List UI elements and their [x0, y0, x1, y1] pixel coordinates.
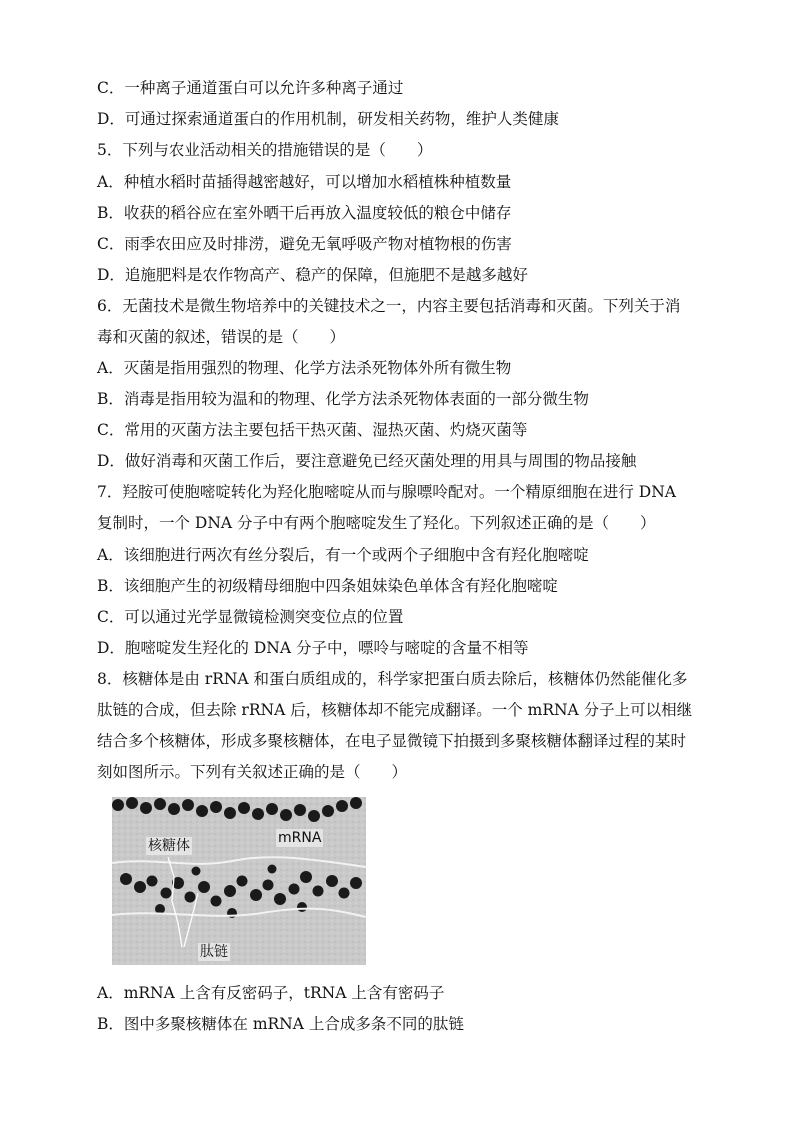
question-7-stem-cont: 复制时，一个 DNA 分子中有两个胞嘧啶发生了羟化。下列叙述正确的是（ ） — [97, 514, 656, 532]
question-5-stem: 5．下列与农业活动相关的措施错误的是（ ） — [97, 141, 433, 159]
option-d: D．胞嘧啶发生羟化的 DNA 分子中，嘌呤与嘧啶的含量不相等 — [97, 639, 529, 657]
option-a: A．种植水稻时苗插得越密越好，可以增加水稻植株种植数量 — [97, 173, 512, 191]
question-7-stem: 7．羟胺可使胞嘧啶转化为羟化胞嘧啶从而与腺嘌呤配对。一个精原细胞在进行 DNA — [97, 483, 676, 501]
polyribosome-micrograph — [112, 797, 366, 965]
question-8-stem: 8．核糖体是由 rRNA 和蛋白质组成的，科学家把蛋白质去除后，核糖体仍然能催化多 — [97, 670, 688, 688]
option-a: A．mRNA 上含有反密码子，tRNA 上含有密码子 — [97, 984, 445, 1002]
micrograph-image — [112, 797, 366, 965]
option-b: B．收获的稻谷应在室外晒干后再放入温度较低的粮仓中储存 — [97, 204, 512, 222]
option-c: C．可以通过光学显微镜检测突变位点的位置 — [97, 608, 404, 626]
label-mrna: mRNA — [278, 830, 322, 846]
question-6-stem-cont: 毒和灭菌的叙述，错误的是（ ） — [97, 328, 346, 346]
question-6-stem: 6．无菌技术是微生物培养中的关键技术之一，内容主要包括消毒和灭菌。下列关于消 — [97, 297, 681, 315]
question-8-stem-cont: 肽链的合成，但去除 rRNA 后，核糖体却不能完成翻译。一个 mRNA 分子上可以相继 — [97, 701, 693, 719]
option-b: B．该细胞产生的初级精母细胞中四条姐妹染色单体含有羟化胞嘧啶 — [97, 577, 558, 595]
label-ribosome: 核糖体 — [148, 838, 190, 854]
option-c: C．雨季农田应及时排涝，避免无氧呼吸产物对植物根的伤害 — [97, 235, 512, 253]
option-a: A．该细胞进行两次有丝分裂后，有一个或两个子细胞中含有羟化胞嘧啶 — [97, 546, 589, 564]
question-8-stem-cont: 结合多个核糖体，形成多聚核糖体，在电子显微镜下拍摄到多聚核糖体翻译过程的某时 — [97, 732, 687, 750]
option-b: B．消毒是指用较为温和的物理、化学方法杀死物体表面的一部分微生物 — [97, 390, 589, 408]
option-b: B．图中多聚核糖体在 mRNA 上合成多条不同的肽链 — [97, 1015, 464, 1033]
text-line: C．一种离子通道蛋白可以允许多种离子通过 — [97, 79, 404, 97]
option-d: D．做好消毒和灭菌工作后，要注意避免已经灭菌处理的用具与周围的物品接触 — [97, 452, 637, 470]
text-line: D．可通过探索通道蛋白的作用机制，研发相关药物，维护人类健康 — [97, 110, 559, 128]
label-peptide: 肽链 — [200, 944, 228, 960]
question-8-stem-cont: 刻如图所示。下列有关叙述正确的是（ ） — [97, 763, 408, 781]
option-c: C．常用的灭菌方法主要包括干热灭菌、湿热灭菌、灼烧灭菌等 — [97, 421, 528, 439]
option-a: A．灭菌是指用强烈的物理、化学方法杀死物体外所有微生物 — [97, 359, 512, 377]
option-d: D．追施肥料是农作物高产、稳产的保障，但施肥不是越多越好 — [97, 266, 528, 284]
